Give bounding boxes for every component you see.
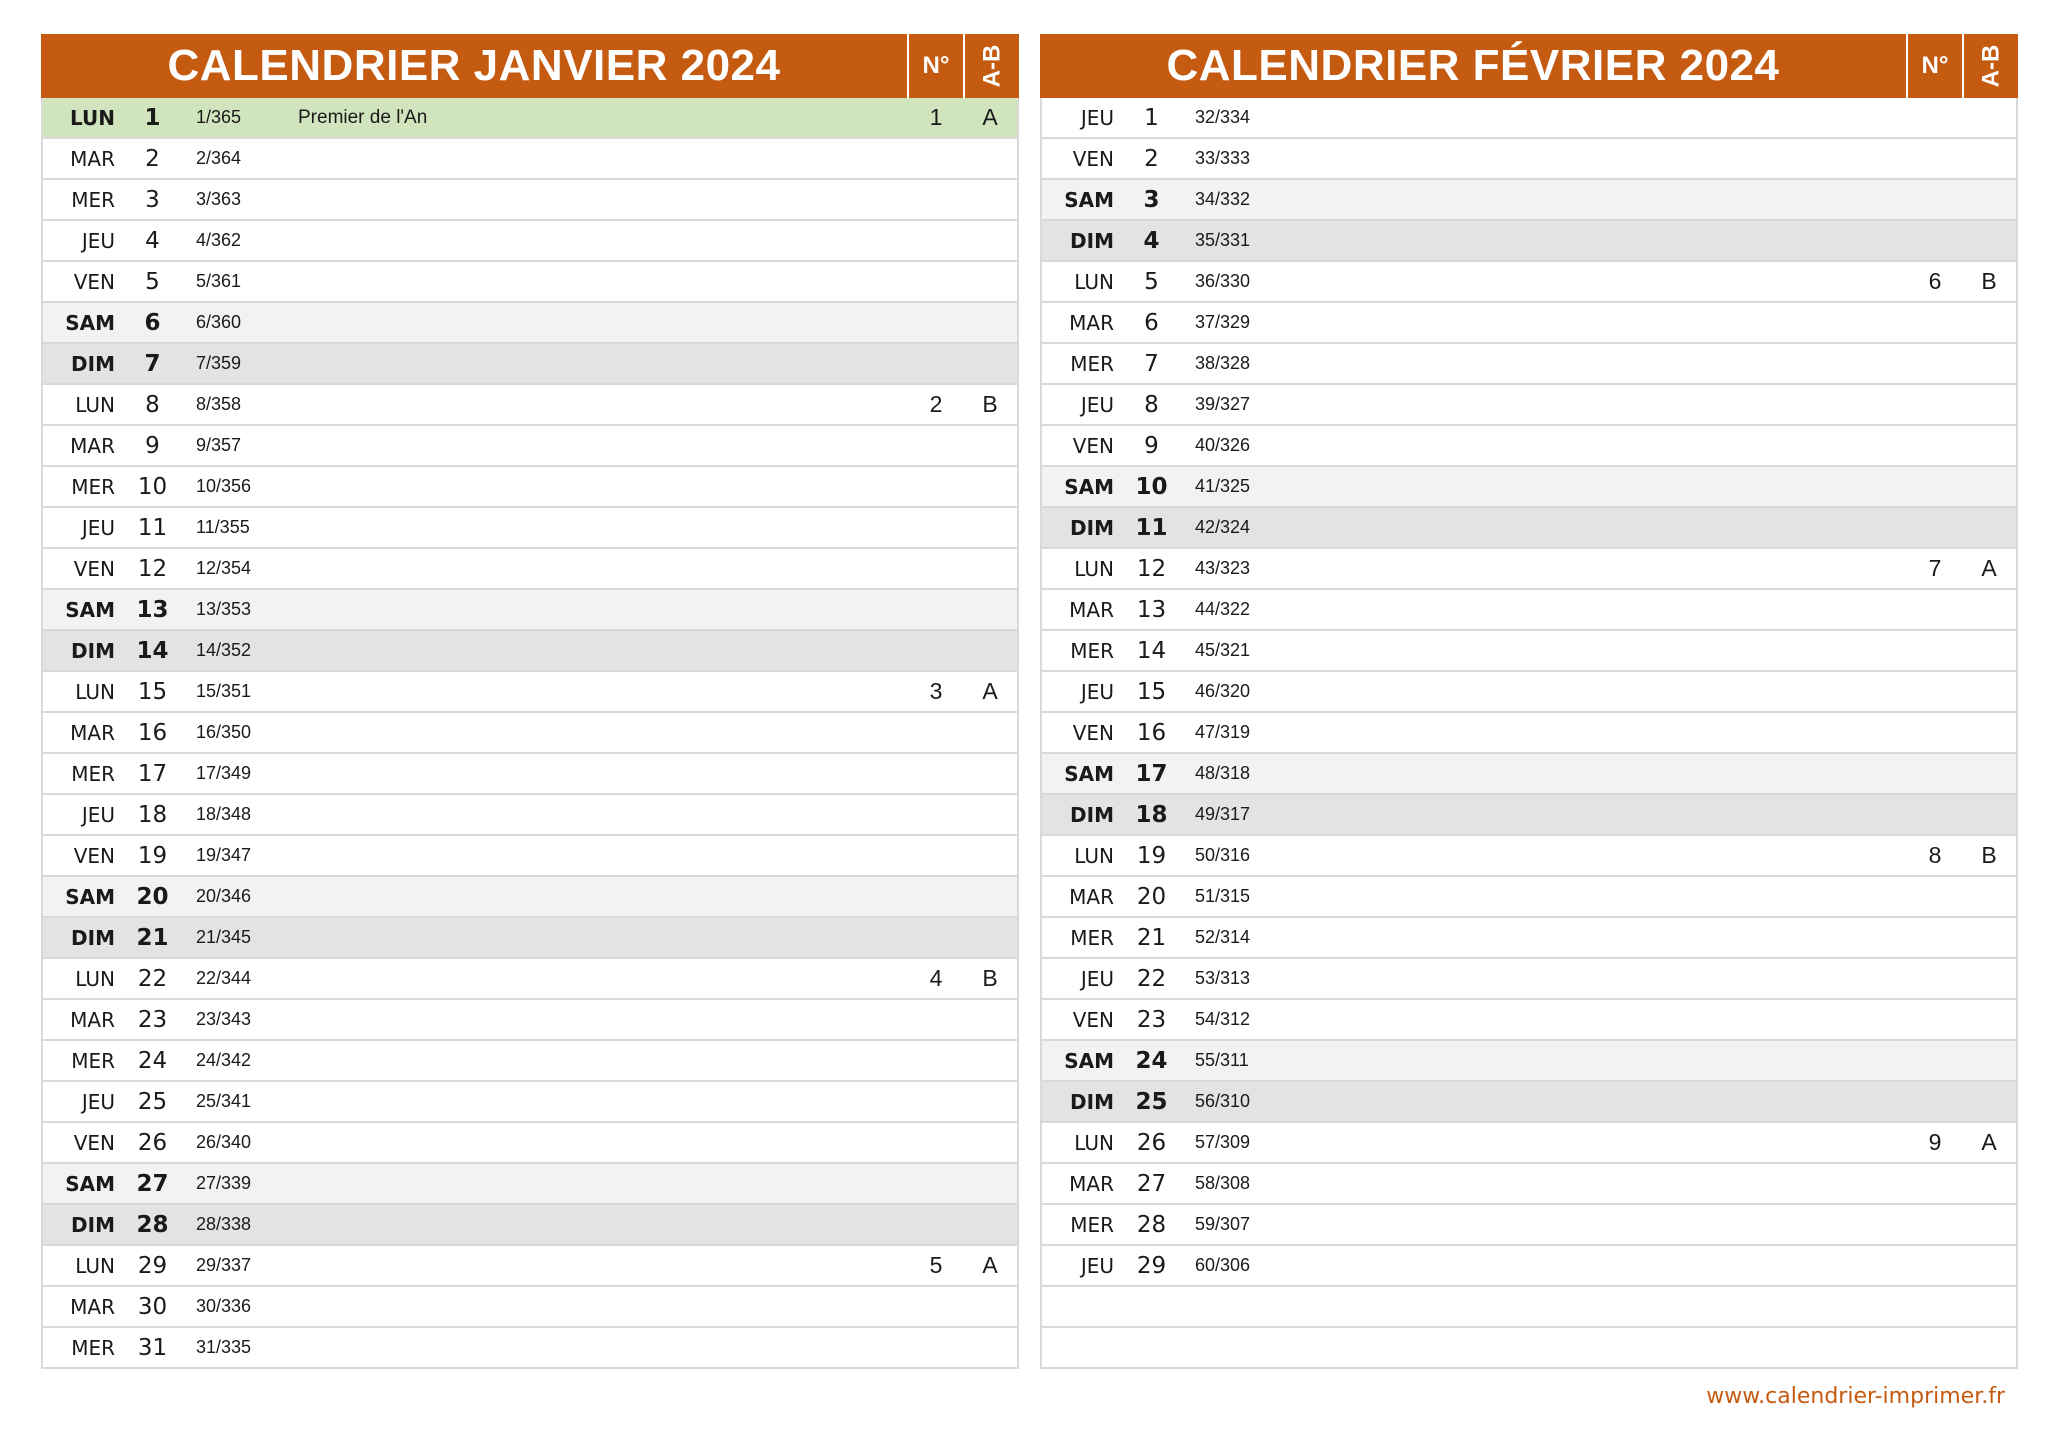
weekday-label: DIM (71, 638, 115, 663)
weekday-label: VEN (1072, 433, 1114, 458)
weekday-label: MER (71, 1335, 115, 1360)
day-number: 15 (137, 678, 168, 705)
day-number: 4 (1143, 227, 1160, 254)
day-of-year: 44/322 (1195, 599, 1251, 619)
day-row (1042, 547, 2016, 588)
day-row (43, 793, 1017, 834)
ab-week: A (982, 104, 998, 130)
day-number: 5 (1144, 268, 1159, 295)
ab-week-header-label: A-B (978, 44, 1005, 88)
day-row (43, 834, 1017, 875)
week-number: 9 (1928, 1129, 1942, 1155)
day-of-year: 43/323 (1195, 558, 1251, 578)
day-row (1042, 260, 2016, 301)
day-rows (41, 98, 1019, 1369)
day-row (43, 219, 1017, 260)
ab-week-header (1962, 34, 2018, 98)
day-row (1042, 424, 2016, 465)
weekday-label: MAR (1069, 1171, 1114, 1196)
day-row (1042, 1039, 2016, 1080)
day-number: 30 (137, 1293, 168, 1320)
day-of-year: 8/358 (196, 394, 242, 414)
weekday-label: DIM (1070, 1089, 1114, 1114)
day-of-year: 7/359 (196, 353, 242, 373)
weekday-label: DIM (71, 925, 115, 950)
weekday-label: LUN (75, 966, 115, 991)
event-text: Premier de l'An (298, 106, 428, 128)
weekday-label: SAM (65, 884, 115, 909)
calendar-february (1040, 34, 2018, 1369)
weekday-label: DIM (71, 351, 115, 376)
footer-url[interactable]: www.calendrier-imprimer.fr (1706, 1384, 2005, 1409)
weekday-label: SAM (1064, 761, 1114, 786)
weekday-label: LUN (1074, 556, 1114, 581)
weekday-label: VEN (73, 1130, 115, 1155)
day-number: 10 (1135, 473, 1168, 500)
day-row (1042, 1080, 2016, 1121)
weekday-label: JEU (1080, 105, 1114, 130)
day-of-year: 26/340 (196, 1132, 252, 1152)
day-row (1042, 1203, 2016, 1244)
day-number: 1 (1144, 104, 1159, 131)
day-of-year: 42/324 (1195, 517, 1251, 537)
day-number: 11 (137, 514, 168, 541)
day-number: 17 (1135, 760, 1168, 787)
day-of-year: 11/355 (196, 517, 250, 537)
day-row (43, 1080, 1017, 1121)
day-row (1042, 137, 2016, 178)
day-number: 2 (145, 145, 160, 172)
ab-week: B (1981, 842, 1997, 868)
day-of-year: 50/316 (1195, 845, 1251, 865)
week-number: 7 (1928, 555, 1942, 581)
day-row (1042, 834, 2016, 875)
weekday-label: MER (71, 474, 115, 499)
weekday-label: VEN (1072, 720, 1114, 745)
day-of-year: 28/338 (196, 1214, 252, 1234)
day-of-year: 46/320 (1195, 681, 1251, 701)
day-of-year: 6/360 (196, 312, 242, 332)
day-of-year: 59/307 (1195, 1214, 1251, 1234)
day-row (43, 178, 1017, 219)
weekday-label: SAM (65, 597, 115, 622)
day-number: 26 (1136, 1129, 1167, 1156)
day-number: 3 (145, 186, 160, 213)
day-of-year: 51/315 (1195, 886, 1251, 906)
day-row (1042, 1162, 2016, 1203)
day-of-year: 53/313 (1195, 968, 1251, 988)
day-of-year: 22/344 (196, 968, 252, 988)
day-number: 24 (137, 1047, 168, 1074)
day-number: 8 (1144, 391, 1159, 418)
day-number: 2 (1144, 145, 1159, 172)
day-row (1042, 219, 2016, 260)
day-row (43, 260, 1017, 301)
day-number: 23 (1136, 1006, 1167, 1033)
weekday-label: MER (71, 187, 115, 212)
weekday-label: JEU (1080, 392, 1114, 417)
weekday-label: VEN (1072, 1007, 1114, 1032)
day-number: 8 (145, 391, 160, 418)
day-of-year: 24/342 (196, 1050, 252, 1070)
day-of-year: 17/349 (196, 763, 252, 783)
weekday-label: MER (1070, 925, 1114, 950)
week-number-header: N° (907, 34, 963, 98)
day-of-year: 10/356 (196, 476, 252, 496)
day-of-year: 16/350 (196, 722, 252, 742)
day-row (1042, 1121, 2016, 1162)
day-number: 25 (1135, 1088, 1168, 1115)
day-row (43, 465, 1017, 506)
day-number: 6 (1144, 309, 1159, 336)
day-row (43, 670, 1017, 711)
day-of-year: 35/331 (1195, 230, 1251, 250)
day-of-year: 47/319 (1195, 722, 1251, 742)
weekday-label: LUN (1074, 269, 1114, 294)
day-of-year: 39/327 (1195, 394, 1251, 414)
weekday-label: MAR (1069, 884, 1114, 909)
day-number: 14 (136, 637, 169, 664)
day-of-year: 38/328 (1195, 353, 1251, 373)
day-of-year: 4/362 (196, 230, 242, 250)
weekday-label: JEU (1080, 679, 1114, 704)
day-of-year: 60/306 (1195, 1255, 1251, 1275)
weekday-label: VEN (73, 843, 115, 868)
day-of-year: 33/333 (1195, 148, 1251, 168)
weekday-label: MAR (70, 720, 115, 745)
day-number: 29 (137, 1252, 168, 1279)
day-number: 28 (1136, 1211, 1167, 1238)
day-number: 26 (137, 1129, 168, 1156)
day-row (43, 506, 1017, 547)
day-row (1042, 957, 2016, 998)
day-of-year: 20/346 (196, 886, 252, 906)
weekday-label: JEU (81, 515, 115, 540)
day-of-year: 52/314 (1195, 927, 1251, 947)
day-row (1042, 506, 2016, 547)
day-of-year: 36/330 (1195, 271, 1251, 291)
day-row (43, 301, 1017, 342)
weekday-label: DIM (1070, 515, 1114, 540)
weekday-label: MAR (1069, 597, 1114, 622)
day-number: 29 (1136, 1252, 1167, 1279)
day-row (43, 916, 1017, 957)
week-number: 6 (1928, 268, 1942, 294)
weekday-label: SAM (1064, 187, 1114, 212)
weekday-label: SAM (65, 310, 115, 335)
day-row (1042, 342, 2016, 383)
day-row (1042, 752, 2016, 793)
day-number: 14 (1136, 637, 1167, 664)
day-row (43, 1121, 1017, 1162)
weekday-label: MER (71, 761, 115, 786)
day-row (43, 1244, 1017, 1285)
day-of-year: 18/348 (196, 804, 252, 824)
day-number: 19 (1136, 842, 1167, 869)
weekday-label: DIM (1070, 802, 1114, 827)
day-of-year: 9/357 (196, 435, 242, 455)
week-number: 8 (1928, 842, 1942, 868)
day-row (1042, 711, 2016, 752)
day-number: 9 (145, 432, 160, 459)
day-of-year: 49/317 (1195, 804, 1251, 824)
ab-week: B (1981, 268, 1997, 294)
weekday-label: MER (71, 1048, 115, 1073)
day-number: 12 (1136, 555, 1167, 582)
weekday-label: LUN (75, 392, 115, 417)
day-number: 7 (144, 350, 161, 377)
weekday-label: VEN (73, 556, 115, 581)
day-row (1042, 98, 2016, 137)
weekday-label: MER (1070, 638, 1114, 663)
day-row (43, 629, 1017, 670)
day-of-year: 1/365 (196, 107, 242, 127)
day-row (43, 424, 1017, 465)
weekday-label: LUN (75, 1253, 115, 1278)
day-number: 12 (137, 555, 168, 582)
day-of-year: 15/351 (196, 681, 252, 701)
day-number: 21 (136, 924, 169, 951)
weekday-label: LUN (75, 679, 115, 704)
day-of-year: 12/354 (196, 558, 252, 578)
ab-week: A (1981, 555, 1997, 581)
weekday-label: VEN (1072, 146, 1114, 171)
day-row (43, 711, 1017, 752)
weekday-label: MAR (70, 1007, 115, 1032)
weekday-label: VEN (73, 269, 115, 294)
day-number: 11 (1135, 514, 1168, 541)
day-row (1042, 588, 2016, 629)
day-number: 28 (136, 1211, 169, 1238)
weekday-label: SAM (1064, 1048, 1114, 1073)
ab-week-header-label: A-B (1977, 44, 2004, 88)
weekday-label: LUN (69, 105, 115, 130)
day-of-year: 45/321 (1195, 640, 1251, 660)
day-number: 4 (145, 227, 160, 254)
weekday-label: SAM (1064, 474, 1114, 499)
day-of-year: 57/309 (1195, 1132, 1251, 1152)
day-row (1042, 301, 2016, 342)
day-number: 13 (1136, 596, 1167, 623)
day-row (1042, 875, 2016, 916)
day-row (43, 998, 1017, 1039)
month-title: CALENDRIER JANVIER 2024 (167, 41, 781, 90)
day-of-year: 31/335 (196, 1337, 252, 1357)
weekday-label: LUN (1074, 843, 1114, 868)
week-number: 5 (929, 1252, 943, 1278)
day-number: 31 (137, 1334, 168, 1361)
day-row (1042, 793, 2016, 834)
day-number: 10 (137, 473, 168, 500)
weekday-label: LUN (1074, 1130, 1114, 1155)
ab-week: B (982, 965, 998, 991)
weekday-label: DIM (1070, 228, 1114, 253)
day-row (1042, 465, 2016, 506)
day-of-year: 25/341 (196, 1091, 252, 1111)
day-row (43, 342, 1017, 383)
weekday-label: MAR (1069, 310, 1114, 335)
day-number: 22 (137, 965, 168, 992)
ab-week: A (982, 678, 998, 704)
day-number: 1 (144, 104, 161, 131)
weekday-label: JEU (81, 1089, 115, 1114)
day-row (43, 1203, 1017, 1244)
weekday-label: MER (1070, 351, 1114, 376)
day-row (43, 1326, 1017, 1367)
day-row (1042, 178, 2016, 219)
month-header (41, 34, 1019, 98)
weekday-label: JEU (81, 802, 115, 827)
day-row (1042, 1326, 2016, 1367)
day-row (43, 98, 1017, 137)
week-number: 4 (929, 965, 943, 991)
month-title: CALENDRIER FÉVRIER 2024 (1166, 41, 1780, 90)
day-of-year: 3/363 (196, 189, 242, 209)
day-of-year: 21/345 (196, 927, 252, 947)
day-number: 18 (1135, 801, 1168, 828)
day-number: 5 (145, 268, 160, 295)
day-of-year: 14/352 (196, 640, 252, 660)
week-number: 1 (929, 104, 943, 130)
day-number: 16 (137, 719, 168, 746)
day-number: 9 (1144, 432, 1159, 459)
day-of-year: 27/339 (196, 1173, 252, 1193)
day-row (43, 588, 1017, 629)
ab-week: B (982, 391, 998, 417)
day-number: 3 (1143, 186, 1160, 213)
day-number: 21 (1136, 924, 1167, 951)
day-number: 25 (137, 1088, 168, 1115)
day-rows (1040, 98, 2018, 1369)
day-row (43, 875, 1017, 916)
day-number: 7 (1144, 350, 1159, 377)
day-row (1042, 998, 2016, 1039)
day-of-year: 13/353 (196, 599, 252, 619)
day-number: 15 (1136, 678, 1167, 705)
day-of-year: 41/325 (1195, 476, 1251, 496)
weekday-label: SAM (65, 1171, 115, 1196)
day-row (43, 1039, 1017, 1080)
day-of-year: 34/332 (1195, 189, 1251, 209)
day-row (1042, 383, 2016, 424)
day-of-year: 58/308 (1195, 1173, 1251, 1193)
calendar-january (41, 34, 1019, 1369)
weekday-label: JEU (1080, 1253, 1114, 1278)
day-row (43, 957, 1017, 998)
day-row (43, 752, 1017, 793)
weekday-label: MAR (70, 1294, 115, 1319)
day-number: 20 (136, 883, 169, 910)
day-row (1042, 629, 2016, 670)
weekday-label: JEU (1080, 966, 1114, 991)
day-of-year: 56/310 (1195, 1091, 1251, 1111)
day-number: 6 (144, 309, 161, 336)
day-of-year: 48/318 (1195, 763, 1251, 783)
weekday-label: MAR (70, 433, 115, 458)
day-of-year: 19/347 (196, 845, 252, 865)
weekday-label: MER (1070, 1212, 1114, 1237)
day-row (1042, 1285, 2016, 1326)
ab-week-header (963, 34, 1019, 98)
day-number: 24 (1135, 1047, 1168, 1074)
week-number-header: N° (1906, 34, 1962, 98)
week-number: 2 (929, 391, 943, 417)
weekday-label: DIM (71, 1212, 115, 1237)
day-of-year: 55/311 (1195, 1050, 1249, 1070)
ab-week: A (1981, 1129, 1997, 1155)
day-row (43, 137, 1017, 178)
weekday-label: MAR (70, 146, 115, 171)
day-number: 19 (137, 842, 168, 869)
day-of-year: 40/326 (1195, 435, 1251, 455)
day-number: 16 (1136, 719, 1167, 746)
day-row (1042, 916, 2016, 957)
day-row (43, 1285, 1017, 1326)
day-number: 18 (137, 801, 168, 828)
day-row (43, 383, 1017, 424)
day-of-year: 54/312 (1195, 1009, 1251, 1029)
day-of-year: 23/343 (196, 1009, 252, 1029)
day-of-year: 29/337 (196, 1255, 252, 1275)
weekday-label: JEU (81, 228, 115, 253)
day-row (43, 1162, 1017, 1203)
day-row (43, 547, 1017, 588)
day-number: 20 (1136, 883, 1167, 910)
day-number: 23 (137, 1006, 168, 1033)
day-number: 13 (136, 596, 169, 623)
day-of-year: 2/364 (196, 148, 242, 168)
day-number: 17 (137, 760, 168, 787)
day-of-year: 32/334 (1195, 107, 1251, 127)
ab-week: A (982, 1252, 998, 1278)
day-number: 27 (136, 1170, 169, 1197)
day-of-year: 5/361 (196, 271, 242, 291)
day-row (1042, 670, 2016, 711)
week-number: 3 (929, 678, 943, 704)
day-number: 22 (1136, 965, 1167, 992)
month-header (1040, 34, 2018, 98)
day-of-year: 37/329 (1195, 312, 1251, 332)
day-row (1042, 1244, 2016, 1285)
day-of-year: 30/336 (196, 1296, 252, 1316)
day-number: 27 (1136, 1170, 1167, 1197)
